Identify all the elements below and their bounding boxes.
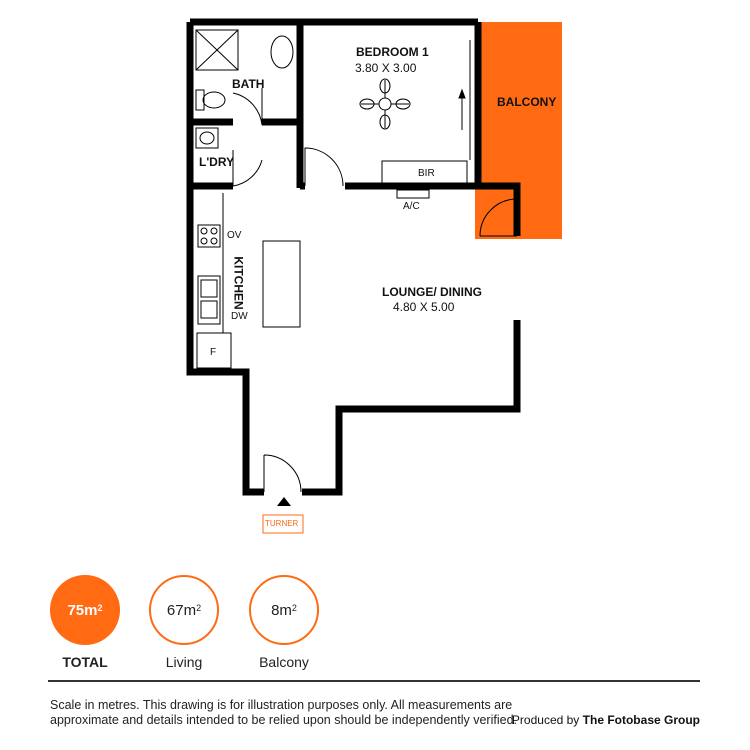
balcony-area-unit: 2 bbox=[291, 603, 297, 613]
producer-name: The Fotobase Group bbox=[582, 713, 700, 727]
entry-tag: TURNER bbox=[265, 519, 299, 528]
bedroom-dims: 3.80 X 3.00 bbox=[355, 61, 417, 75]
lounge-dims: 4.80 X 5.00 bbox=[393, 300, 455, 314]
total-area-badge bbox=[50, 575, 120, 645]
ac-unit bbox=[397, 190, 429, 198]
bir-label: BIR bbox=[418, 168, 435, 179]
kitchen-fixtures bbox=[197, 193, 300, 368]
producer-prefix: Produced by bbox=[511, 713, 580, 727]
living-area-value: 67m bbox=[166, 601, 197, 619]
bath-name: BATH bbox=[232, 77, 265, 91]
living-area-unit: 2 bbox=[196, 603, 202, 613]
living-area-badge bbox=[149, 575, 219, 645]
balcony-name: BALCONY bbox=[497, 95, 557, 109]
footer-divider bbox=[48, 680, 700, 682]
balcony-area-value: 8m bbox=[271, 601, 292, 619]
kitchen-name: KITCHEN bbox=[231, 256, 246, 310]
fridge-label: F bbox=[210, 347, 217, 358]
disclaimer-text: Scale in metres. This drawing is for illustration purposes only. All measurements are approximate and details intended to be relied upon should be independently verified. bbox=[50, 698, 517, 727]
total-area-unit: 2 bbox=[97, 603, 103, 613]
laundry-name: L'DRY bbox=[199, 155, 235, 169]
balcony-area-label: Balcony bbox=[259, 654, 309, 670]
total-area-value: 75m bbox=[67, 601, 98, 619]
sliding-door-arrow-icon bbox=[459, 90, 465, 130]
ac-label: A/C bbox=[403, 201, 420, 212]
oven-label: OV bbox=[227, 230, 242, 241]
producer-credit bbox=[512, 713, 700, 727]
lounge-name: LOUNGE/ DINING bbox=[382, 285, 483, 299]
entry-arrow-icon bbox=[277, 497, 291, 506]
total-area-label: TOTAL bbox=[62, 654, 108, 670]
balcony-area-badge bbox=[249, 575, 319, 645]
ceiling-fan-icon bbox=[360, 79, 410, 129]
dishwasher-label: DW bbox=[231, 311, 248, 322]
living-area-label: Living bbox=[165, 654, 203, 670]
bedroom-name: BEDROOM 1 bbox=[356, 45, 429, 59]
